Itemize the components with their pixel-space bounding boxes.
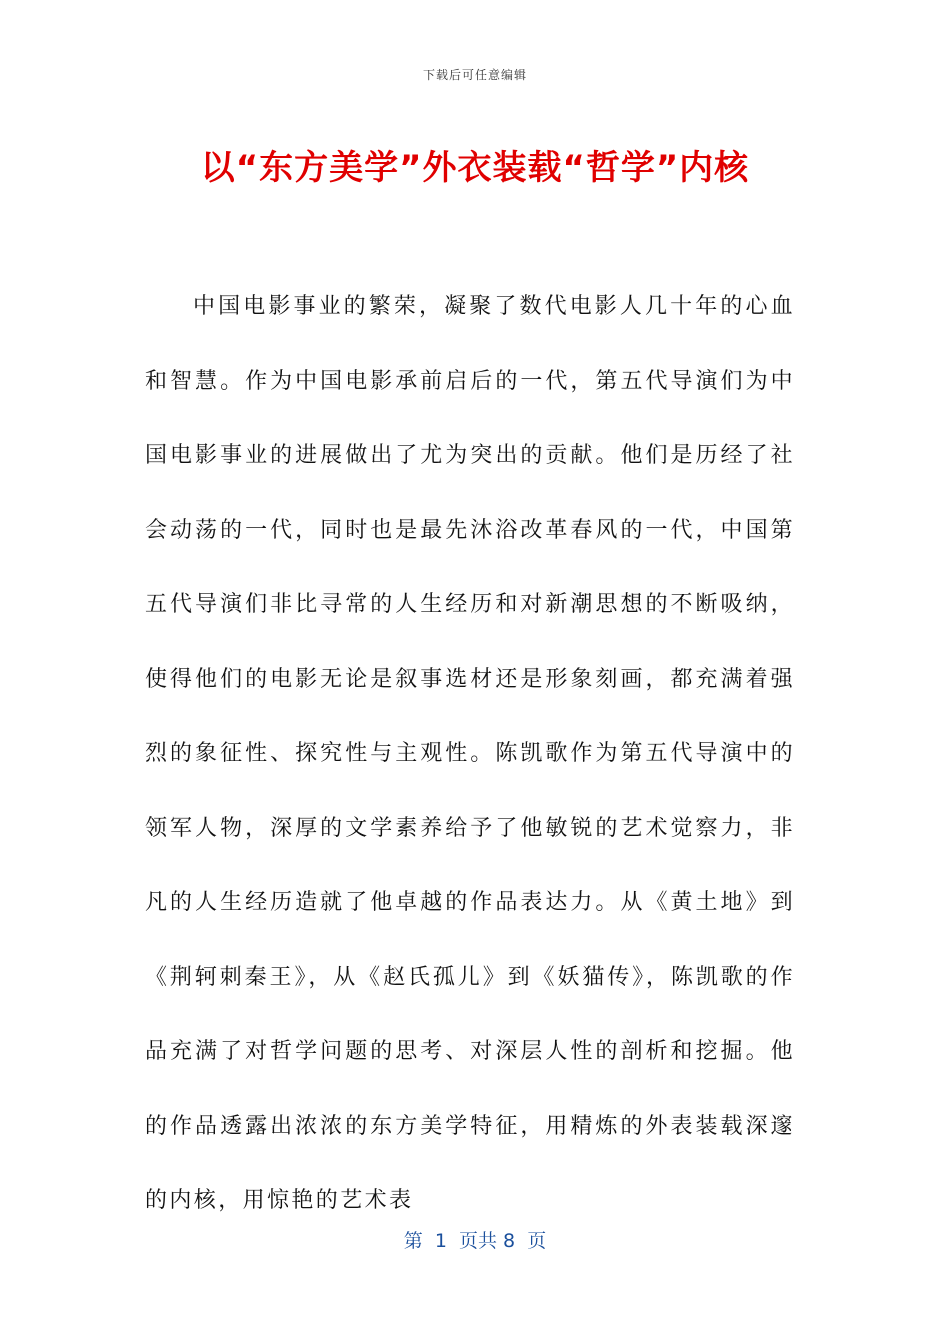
page-number-footer: 第 1 页共 8 页	[403, 1230, 547, 1252]
header-note: 下载后可任意编辑	[422, 68, 527, 82]
document-title: 以“东方美学”外衣装载“哲学”内核	[200, 148, 750, 188]
body-paragraph: 中国电影事业的繁荣，凝聚了数代电影人几十年的心血和智慧。作为中国电影承前启后的一代，第五代导演们为中国电影事业的进展做出了尤为突出的贡献。他们是历经了社会动荡的一代，同时也是最先沐浴改革春风的一代，中国第五代导演们非比寻常的人生经历和对新潮思想的不断吸纳，使得他们的电影无论是叙事选材还是形象刻画，都充满着强烈的象征性、探究性与主观性。陈凯歌作为第五代导演中的领军人物，深厚的文学素养给予了他敏锐的艺术觉察力，非凡的人生经历造就了他卓越的作品表达力。从《黄土地》到《荆轲刺秦王》，从《赵氏孤儿》到《妖猫传》，陈凯歌的作品充满了对哲学问题的思考、对深层人性的剖析和挖掘。他的作品透露出浓浓的东方美学特征，用精炼的外表装载深邃的内核，用惊艳的艺术表	[145, 294, 795, 1213]
